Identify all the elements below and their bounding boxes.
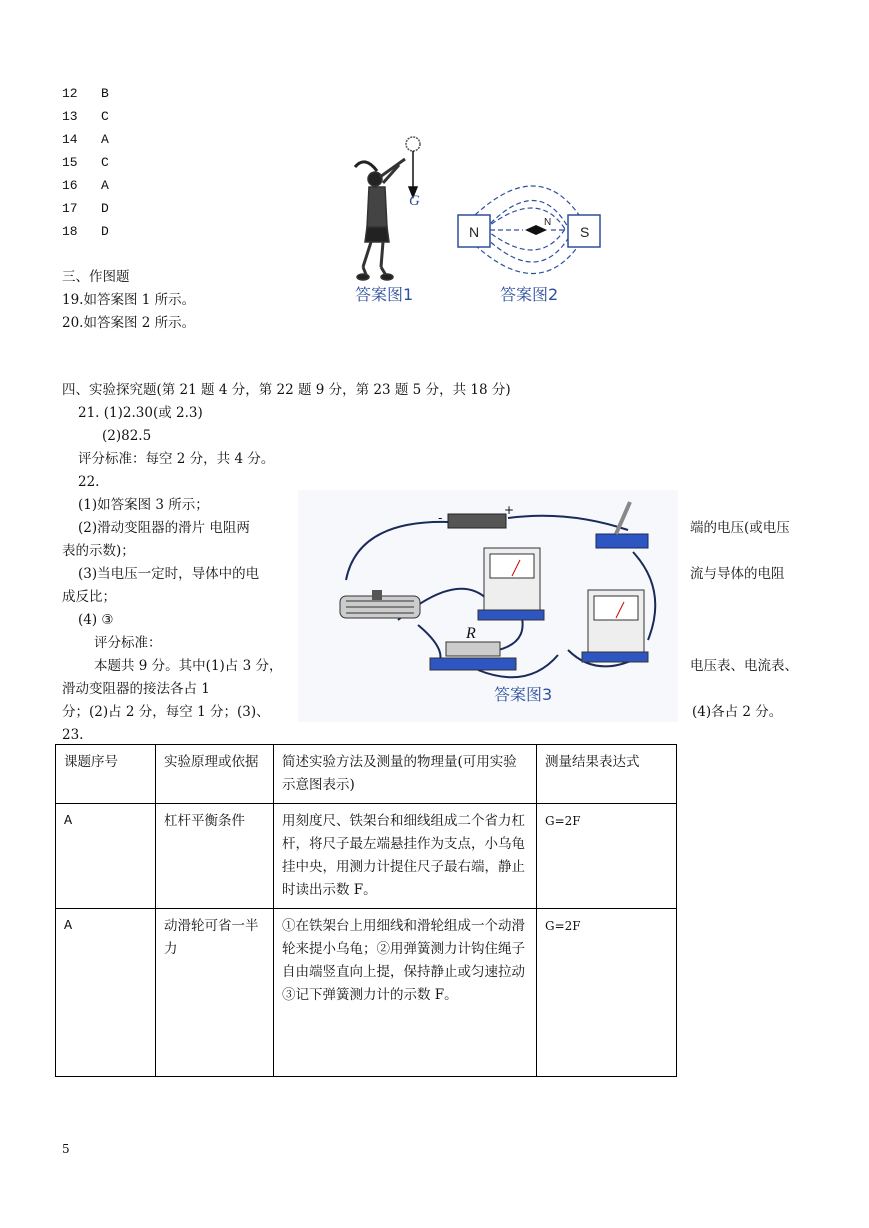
table-cell-principle: 杠杆平衡条件 <box>156 804 274 909</box>
answer-12: 12 B <box>62 86 109 101</box>
q22-part2-c: 表的示数)； <box>62 543 135 559</box>
answer-13: 13 C <box>62 109 109 124</box>
fig3-r-label: R <box>466 625 476 642</box>
fig3-minus: - <box>438 511 443 526</box>
table-cell-result: G=2F <box>537 804 677 909</box>
figure-3-circuit <box>298 490 678 722</box>
q22-part2-a: (2)滑动变阻器的滑片 电阻两 <box>78 520 250 536</box>
table-cell-result: G=2F <box>537 909 677 1077</box>
fig3-switch <box>596 534 648 548</box>
q23-number: 23. <box>62 727 84 743</box>
q22-part3-c: 成反比； <box>62 589 116 605</box>
fig1-caption: 答案图1 <box>355 285 414 304</box>
fig2-needle-label: N <box>544 217 552 228</box>
answer-17: 17 D <box>62 201 109 216</box>
q22-score-d: 分；(2)占 2 分，每空 1 分；(3)、 <box>62 704 270 720</box>
fig3-plus: + <box>504 503 515 517</box>
table-cell-id: A <box>56 909 156 1077</box>
q22-score-a: 本题共 9 分。其中(1)占 3 分， <box>94 658 283 674</box>
q22-score-b: 电压表、电流表、 <box>690 658 798 674</box>
table-header: 实验原理或依据 <box>156 745 274 804</box>
answer-16: 16 A <box>62 178 109 193</box>
q21-part2: (2)82.5 <box>102 428 152 444</box>
answer-15: 15 C <box>62 155 109 170</box>
section4-title: 四、实验探究题(第 21 题 4 分，第 22 题 9 分，第 23 题 5 分，共 18 分) <box>62 382 511 398</box>
q19-answer: 19.如答案图 1 所示。 <box>62 292 196 308</box>
fig2-s-label: S <box>580 224 590 240</box>
table-header: 简述实验方法及测量的物理量(可用实验示意图表示) <box>274 745 537 804</box>
q22-score-c: 滑动变阻器的接法各占 1 <box>62 681 210 697</box>
table-header-row <box>56 745 677 804</box>
fig2-caption: 答案图2 <box>500 285 559 304</box>
table-cell-id: A <box>56 804 156 909</box>
q22-part1: (1)如答案图 3 所示； <box>78 497 209 513</box>
q22-number: 22. <box>78 474 100 490</box>
fig2-n-label: N <box>469 224 480 240</box>
q22-score-e: (4)各占 2 分。 <box>692 704 783 720</box>
q21-part1: 21. (1)2.30(或 2.3) <box>78 405 203 421</box>
answer-14: 14 A <box>62 132 109 147</box>
fig3-battery <box>448 514 506 528</box>
q22-score-title: 评分标准： <box>94 635 162 651</box>
fig3-ammeter <box>582 590 648 662</box>
table-cell-method: ①在铁架台上用细线和滑轮组成一个动滑轮来提小乌龟；②用弹簧测力计钩住绳子自由端竖直向上提，保持静止或匀速拉动③记下弹簧测力计的示数 F。 <box>274 909 537 1077</box>
table-cell-method: 用刻度尺、铁架台和细线组成二个省力杠杆，将尺子最左端悬挂作为支点，小乌龟挂中央，用测力计提住尺子最右端，静止时读出示数 F。 <box>274 804 537 909</box>
fig3-caption: 答案图3 <box>494 685 553 704</box>
figures-1-2 <box>325 127 625 307</box>
q20-answer: 20.如答案图 2 所示。 <box>62 315 196 331</box>
answer-18: 18 D <box>62 224 109 239</box>
fig1-force-label: G <box>409 193 420 209</box>
table-row <box>56 804 677 909</box>
table-cell-principle: 动滑轮可省一半力 <box>156 909 274 1077</box>
q22-part3-a: (3)当电压一定时，导体中的电 <box>78 566 260 582</box>
fig3-voltmeter <box>478 548 544 620</box>
page-number: 5 <box>62 1142 70 1156</box>
q22-part4: (4) ③ <box>78 612 114 628</box>
q22-part3-b: 流与导体的电阻 <box>690 566 785 582</box>
table-row <box>56 909 677 1077</box>
table-header: 测量结果表达式 <box>537 745 677 804</box>
q21-score: 评分标准：每空 2 分，共 4 分。 <box>78 451 275 467</box>
q22-part2-b: 端的电压(或电压 <box>690 520 790 536</box>
table-header: 课题序号 <box>56 745 156 804</box>
answer-table <box>55 744 677 1077</box>
section3-title: 三、作图题 <box>62 269 130 285</box>
